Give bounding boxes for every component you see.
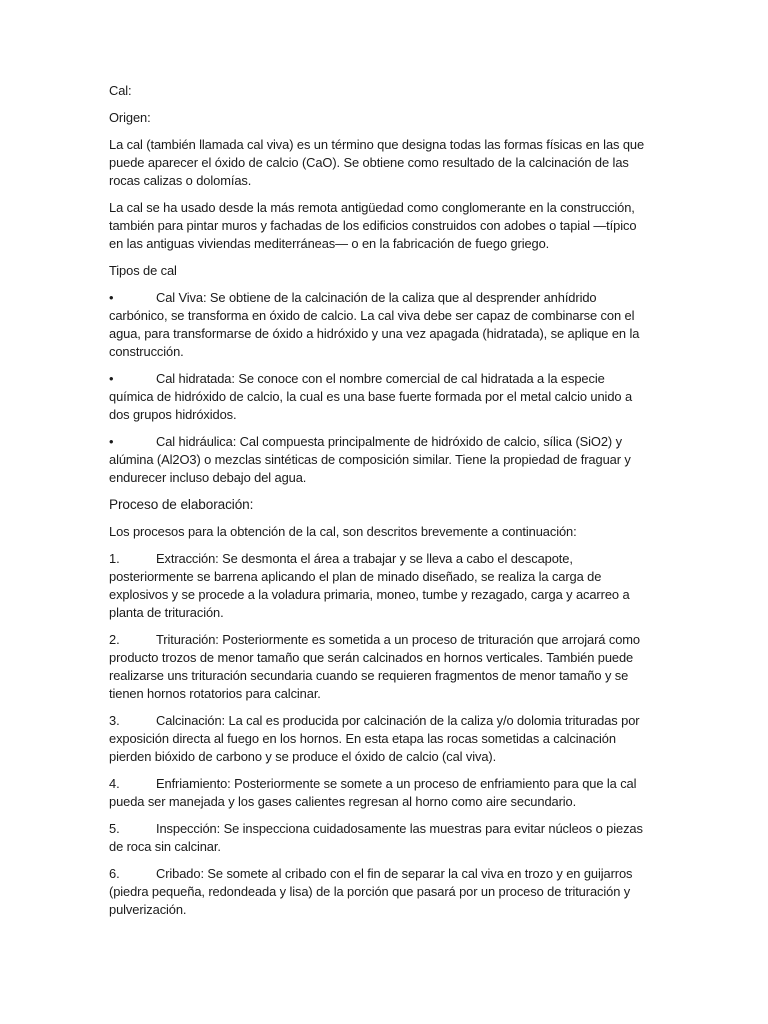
step-number: 3. (109, 713, 120, 728)
type-item-text: Cal hidratada: Se conoce con el nombre comercial de cal hidratada a la especie química de hidróxido de calcio, la cual es una base fuerte formada por el metal calcio unido a dos grupos hidróxidos. (109, 371, 633, 422)
document-title: Cal: (109, 83, 132, 98)
step-number: 1. (109, 551, 120, 566)
step-text: Inspección: Se inspecciona cuidadosamente las muestras para evitar núcleos o piezas de roca sin calcinar. (109, 821, 643, 854)
step-enfriamiento (109, 775, 649, 811)
type-item-text: Cal Viva: Se obtiene de la calcinación de la caliza que al desprender anhídrido carbónico, se transforma en óxido de calcio. La cal viva debe ser capaz de combinarse con el agua, para transformarse de óxido a hidróxido y una vez apagada (hidratada), se aplique en la construcción. (109, 290, 640, 359)
step-extraccion (109, 550, 649, 622)
bullet-marker: • (109, 434, 114, 449)
step-inspeccion (109, 820, 649, 856)
document-page (109, 82, 649, 928)
process-intro: Los procesos para la obtención de la cal, son descritos brevemente a continuación: (109, 524, 577, 539)
step-text: Enfriamiento: Posteriormente se somete a un proceso de enfriamiento para que la cal pueda ser manejada y los gases calientes regresan al horno como aire secundario. (109, 776, 637, 809)
origin-paragraph: La cal (también llamada cal viva) es un término que designa todas las formas físicas en las que puede aparecer el óxido de calcio (CaO). Se obtiene como resultado de la calcinación de las rocas calizas o dolomías. (109, 137, 645, 188)
type-item-cal-hidraulica (109, 433, 649, 487)
step-number: 2. (109, 632, 120, 647)
step-text: Cribado: Se somete al cribado con el fin de separar la cal viva en trozo y en guijarros (piedra pequeña, redondeada y lisa) de la porción que pasará por un proceso de trituración y pulverización. (109, 866, 633, 917)
type-item-cal-viva (109, 289, 649, 361)
step-cribado (109, 865, 649, 919)
step-text: Calcinación: La cal es producida por calcinación de la caliza y/o dolomia trituradas por exposición directa al fuego en los hornos. En esta etapa las rocas sometidas a calcinación pierden bióxido de carbono y se produce el óxido de calcio (cal viva). (109, 713, 640, 764)
step-trituracion (109, 631, 649, 703)
type-item-text: Cal hidráulica: Cal compuesta principalmente de hidróxido de calcio, sílica (SiO2) y alúmina (Al2O3) o mezclas sintéticas de composición similar. Tiene la propiedad de fraguar y endurecer incluso debajo del agua. (109, 434, 631, 485)
types-heading: Tipos de cal (109, 263, 177, 278)
step-calcinacion (109, 712, 649, 766)
origin-paragraph: La cal se ha usado desde la más remota antigüedad como conglomerante en la construcción, también para pintar muros y fachadas de los edificios construidos con adobes o tapial —típico en las antiguas viviendas mediterráneas— o en la fabricación de fuego griego. (109, 200, 637, 251)
step-number: 6. (109, 866, 120, 881)
bullet-marker: • (109, 371, 114, 386)
step-number: 5. (109, 821, 120, 836)
origin-heading: Origen: (109, 110, 151, 125)
type-item-cal-hidratada (109, 370, 649, 424)
step-number: 4. (109, 776, 120, 791)
step-text: Extracción: Se desmonta el área a trabajar y se lleva a cabo el descapote, posteriormente se barrena aplicando el plan de minado diseñado, se realiza la carga de explosivos y se procede a la voladura primaria, moneo, tumbe y rezagado, carga y acarreo a planta de trituración. (109, 551, 630, 620)
process-heading: Proceso de elaboración: (109, 497, 254, 512)
step-text: Trituración: Posteriormente es sometida a un proceso de trituración que arrojará como producto trozos de menor tamaño que serán calcinados en hornos verticales. También puede realizarse uns trituración secundaria cuando se requieren fragmentos de menor tamaño y se tienen hornos rotatorios para calcinar. (109, 632, 640, 701)
bullet-marker: • (109, 290, 114, 305)
